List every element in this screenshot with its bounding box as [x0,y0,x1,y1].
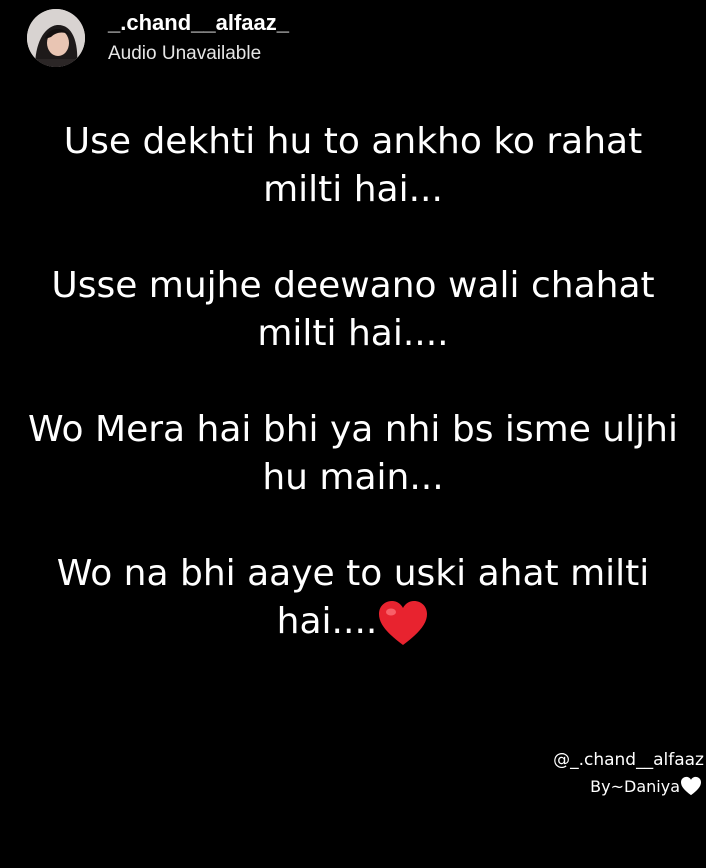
poem-line: Use dekhti hu to ankho ko rahat [63,121,643,162]
red-heart-icon [377,599,429,647]
poem-line: hai.... [276,601,378,642]
watermark-handle: @_.chand__alfaaz [553,750,704,770]
post-header [0,0,706,80]
poem-text [0,118,706,695]
poem-line: Wo na bhi aaye to uski ahat milti [56,553,650,594]
poem-stanza-4 [0,550,706,647]
poem-stanza-1 [0,118,706,214]
poem-line-with-heart [0,598,706,647]
poem-line: Wo Mera hai bhi ya nhi bs isme uljhi [28,409,678,450]
poem-line: hu main... [262,457,444,498]
poem-line: milti hai.... [257,313,449,354]
watermark [553,746,704,800]
poem-stanza-2 [0,262,706,358]
avatar-image [27,9,85,67]
white-heart-icon [680,776,702,796]
poem-line: Usse mujhe deewano wali chahat [51,265,655,306]
profile-avatar[interactable] [27,9,85,67]
audio-status-label: Audio Unavailable [108,43,262,64]
poem-line: milti hai... [263,169,443,210]
watermark-byline: By~Daniya [590,777,680,796]
username-label[interactable]: _.chand__alfaaz_ [108,10,289,35]
watermark-byline-row [553,774,702,800]
poem-stanza-3 [0,406,706,502]
